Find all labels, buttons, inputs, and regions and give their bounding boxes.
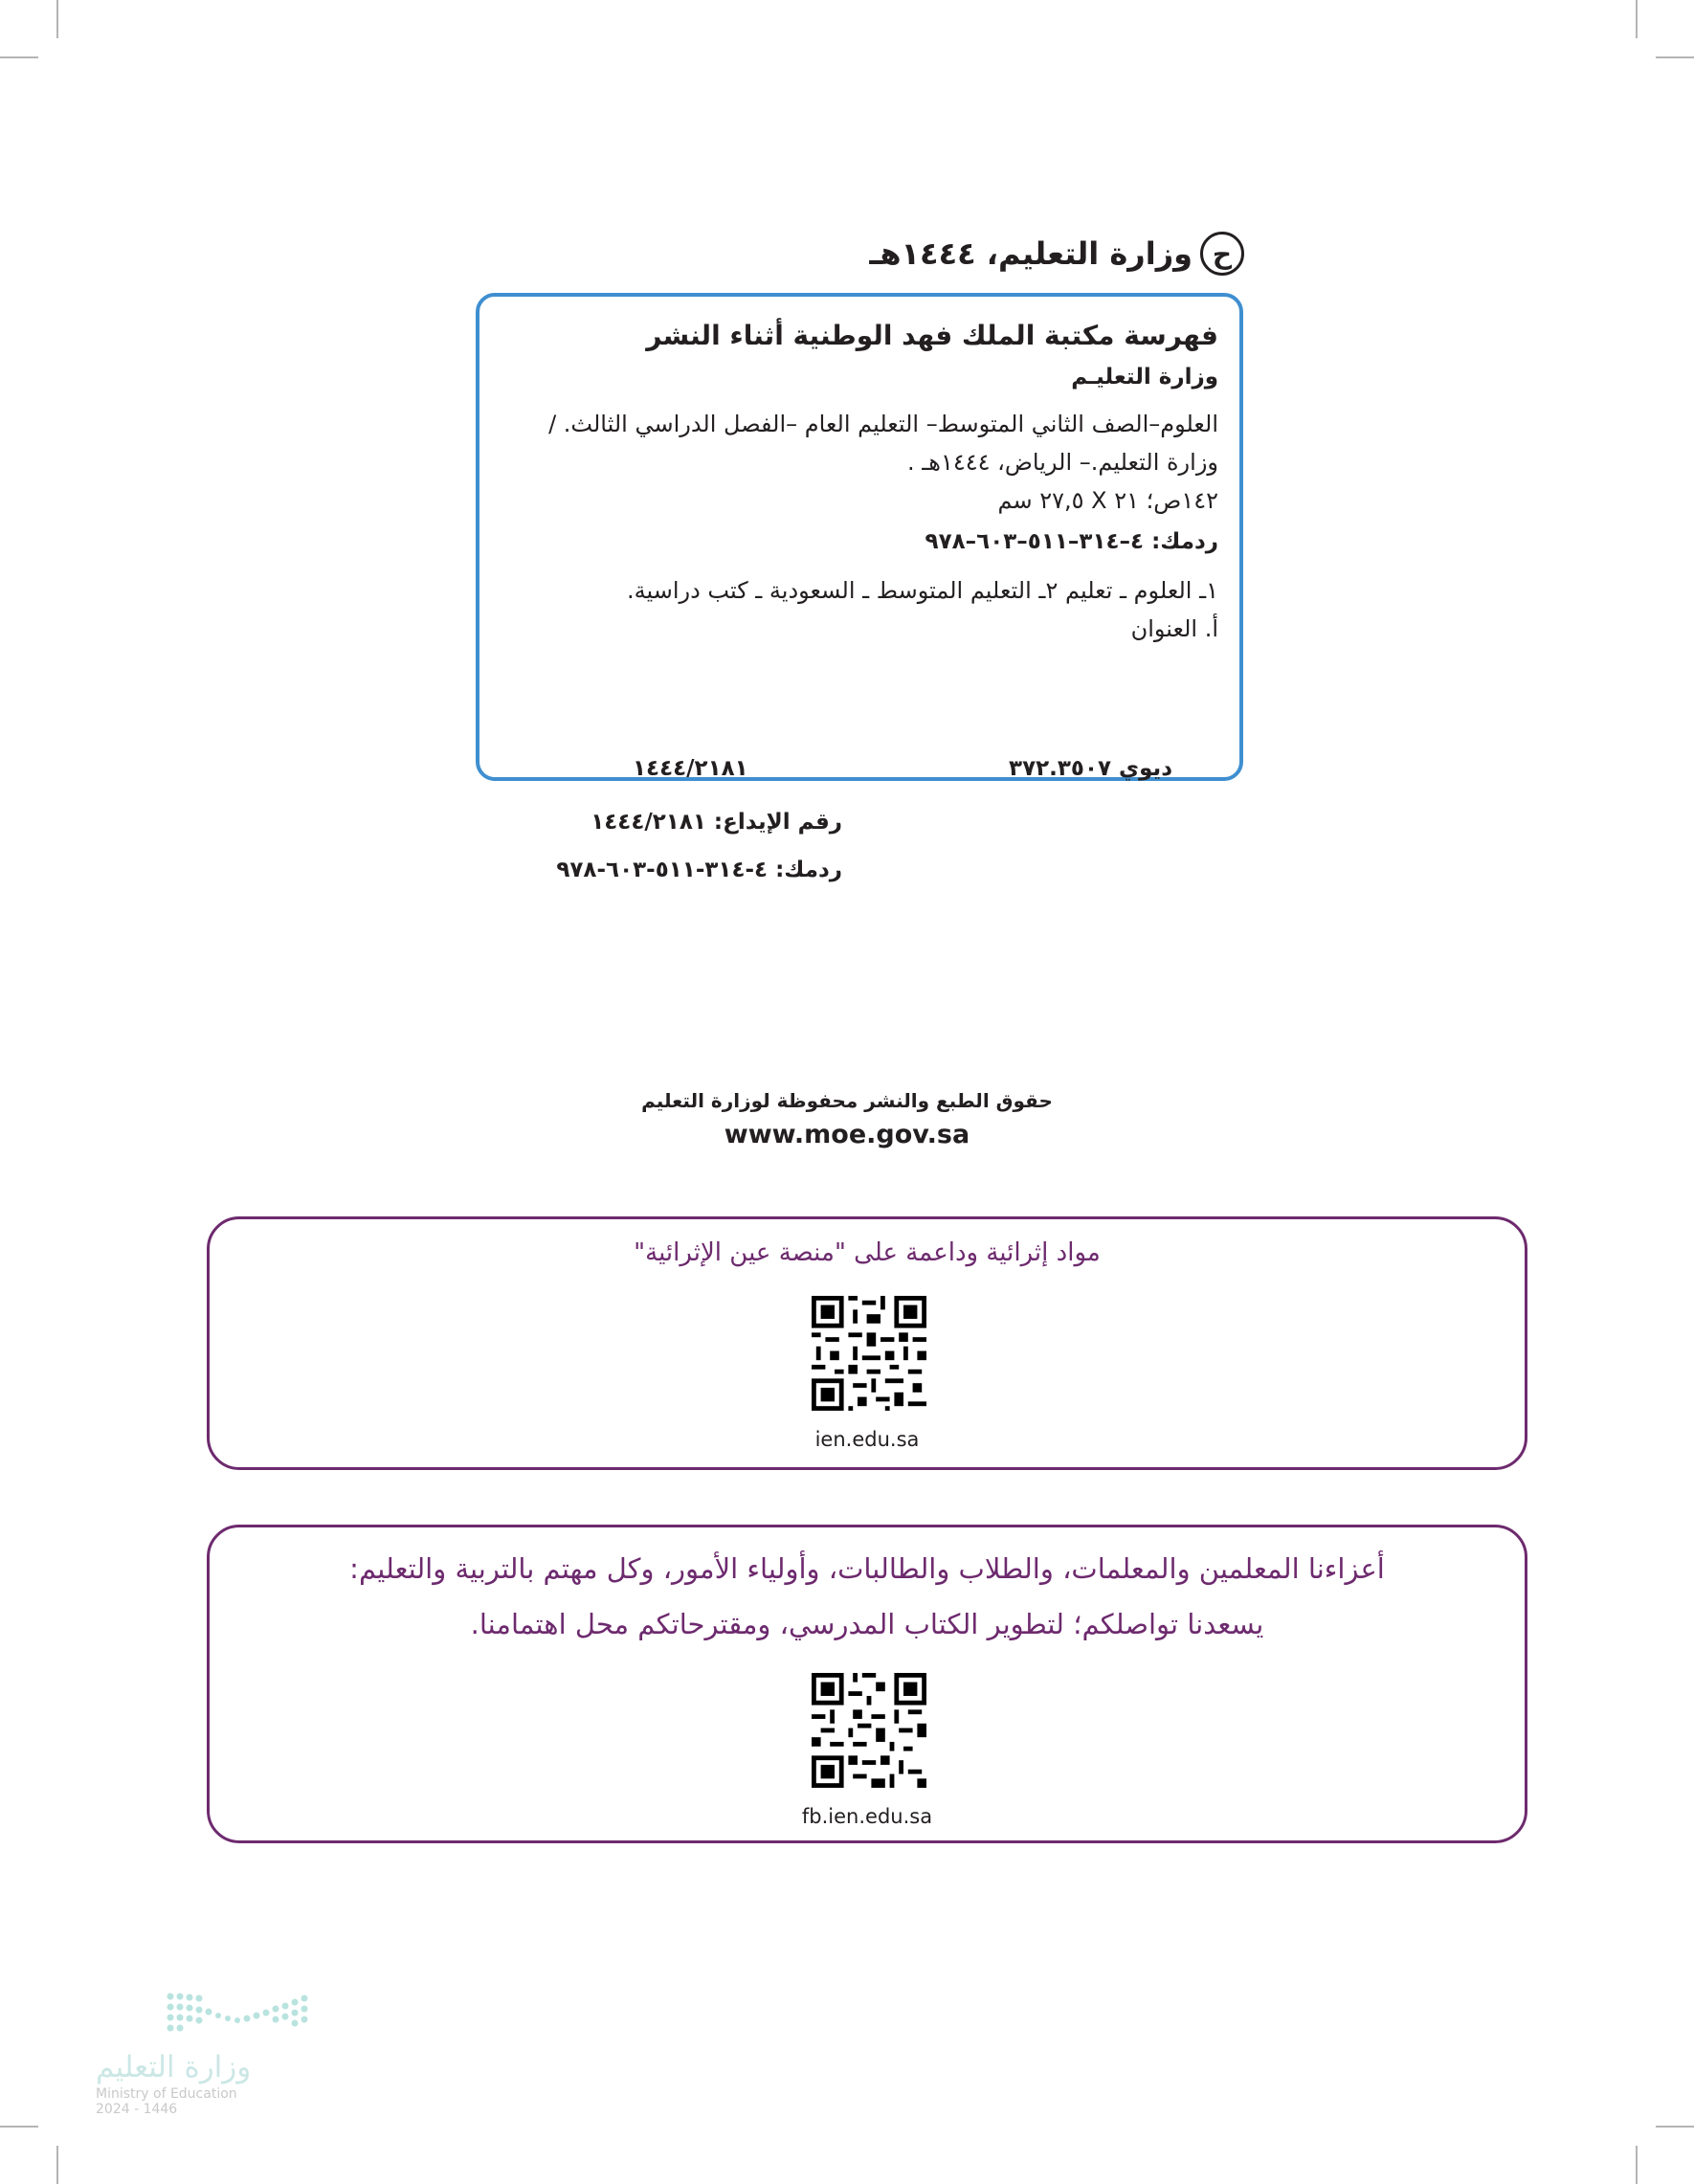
rights-notice: حقوق الطبع والنشر محفوظة لوزارة التعليم bbox=[641, 1089, 1053, 1112]
ien-heading: مواد إثرائية وداعمة على "منصة عين الإثرائية" bbox=[634, 1238, 1101, 1267]
cip-title: فهرسة مكتبة الملك فهد الوطنية أثناء النشر bbox=[646, 320, 1218, 351]
copyright-symbol: ح bbox=[1200, 232, 1244, 276]
crop-mark bbox=[1636, 0, 1638, 38]
cip-content bbox=[501, 320, 1218, 648]
feedback-line-1: أعزاءنا المعلمين والمعلمات، والطلاب والطالبات، وأولياء الأمور، وكل مهتم بالتربية والتعليم: bbox=[349, 1552, 1385, 1585]
crop-mark bbox=[0, 2126, 38, 2128]
feedback-line-2: يسعدنا تواصلكم؛ لتطوير الكتاب المدرسي، ومقترحاتكم محل اهتمامنا. bbox=[470, 1608, 1264, 1640]
cip-deposit-number: ١٤٤٤/٢١٨١ bbox=[633, 756, 748, 781]
crop-mark bbox=[1656, 2126, 1694, 2128]
cip-title-entry: أ. العنوان bbox=[1130, 615, 1218, 642]
copyright-text: وزارة التعليم، ١٤٤٤هـ bbox=[869, 235, 1192, 272]
legal-isbn: ردمك: ٤-٣١٤-٥١١-٦٠٣-٩٧٨ bbox=[556, 858, 842, 882]
moe-years: 2024 - 1446 bbox=[96, 2102, 178, 2117]
crop-mark bbox=[56, 0, 58, 38]
cip-publisher-line: وزارة التعليم.– الرياض، ١٤٤٤هـ . bbox=[907, 449, 1218, 476]
legal-deposit: رقم الإيداع: ١٤٤٤/٢١٨١ bbox=[591, 810, 842, 835]
cip-pages-line: ١٤٢ص؛ ٢١ X ٢٧,٥ سم bbox=[997, 487, 1218, 514]
cip-description-line: العلوم–الصف الثاني المتوسط– التعليم العام –الفصل الدراسي الثالث. / bbox=[548, 411, 1218, 437]
feedback-panel bbox=[207, 1525, 1527, 1843]
qr-code-icon[interactable] bbox=[812, 1673, 926, 1788]
website-link[interactable]: www.moe.gov.sa bbox=[724, 1120, 970, 1149]
crop-mark bbox=[1656, 56, 1694, 58]
cip-subjects: ١ـ العلوم ـ تعليم ٢ـ التعليم المتوسط ـ السعودية ـ كتب دراسية. bbox=[626, 577, 1218, 604]
ien-url[interactable]: ien.edu.sa bbox=[814, 1428, 920, 1451]
cip-box bbox=[476, 293, 1243, 781]
crop-mark bbox=[0, 56, 38, 58]
crop-mark bbox=[56, 2146, 58, 2184]
moe-name-arabic: وزارة التعليم bbox=[96, 2050, 252, 2084]
qr-code-icon[interactable] bbox=[812, 1296, 926, 1411]
cip-dewey: ديوي ٣٧٢.٣٥٠٧ bbox=[1009, 756, 1172, 781]
moe-logo-dots-icon bbox=[96, 1989, 316, 2042]
feedback-url[interactable]: fb.ien.edu.sa bbox=[801, 1805, 933, 1828]
cip-isbn: ردمك: ٤–٣١٤–٥١١–٦٠٣–٩٧٨ bbox=[925, 529, 1218, 554]
crop-mark bbox=[1636, 2146, 1638, 2184]
moe-name-english: Ministry of Education bbox=[96, 2086, 237, 2102]
moe-logo bbox=[96, 1989, 325, 2117]
cip-author: وزارة التعليـم bbox=[1071, 365, 1218, 390]
copyright-line bbox=[869, 232, 1244, 276]
ien-panel bbox=[207, 1216, 1527, 1470]
